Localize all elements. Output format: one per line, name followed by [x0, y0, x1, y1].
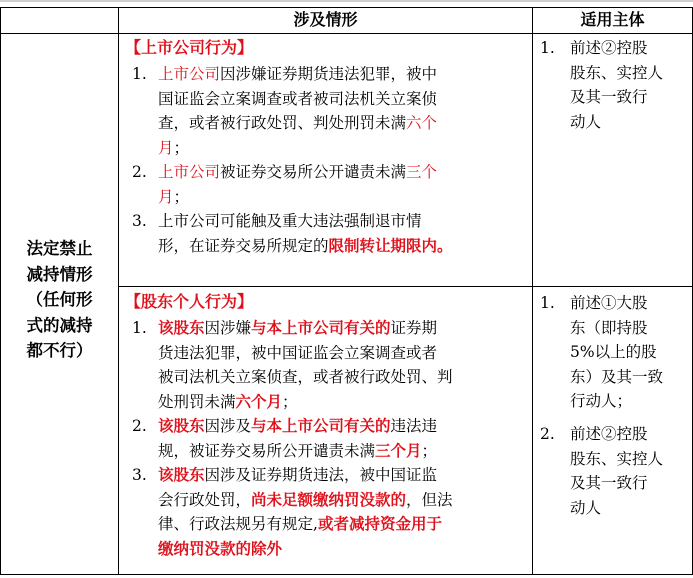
subject-item-number: 1.: [540, 294, 555, 312]
list-item-number: 1.: [132, 65, 147, 83]
list-item-text: ；: [173, 187, 190, 206]
subject-item-text: 东）及其一致: [570, 367, 664, 386]
list-item-text: 因涉及证券期货违法，被中国证监: [204, 466, 438, 484]
list-item-text: 与本上市公司有关的: [251, 416, 391, 435]
table-border-top: [0, 7, 693, 8]
list-item-text: 上市公司: [158, 163, 221, 181]
subject-item-text: 5%以上的股: [570, 343, 657, 361]
list-item-number: 2.: [132, 417, 147, 435]
list-item-text: ，但法: [406, 490, 453, 509]
subject-item-text: 前述②控股: [570, 39, 648, 57]
list-item-text: 查，或者被行政处罚、判处刑罚未满: [158, 114, 407, 132]
subject-item-text: 动人: [570, 498, 602, 517]
list-item-text: 形，在证券交易所规定的: [158, 236, 329, 255]
list-item-number: 2.: [132, 163, 147, 181]
list-item-text: 国证监会立案调查或者被司法机关立案侦: [158, 89, 438, 108]
subject-item-text: 及其一致行: [570, 88, 648, 106]
list-item-text: 证券期: [390, 319, 438, 337]
list-item-text: 上市公司: [158, 65, 221, 83]
left-label-line: 都不行）: [26, 341, 93, 360]
list-item-text: 被证券交易所公开谴责未满: [220, 163, 407, 181]
list-item-text: 缴纳罚没款的除外: [158, 538, 283, 558]
list-item-text: 因涉嫌证券期货违法犯罪，被中: [220, 65, 438, 83]
list-item-text: 限制转让期限内。: [328, 235, 453, 255]
header-situation: 涉及情形: [293, 10, 358, 29]
list-item-text: 被司法机关立案侦查，或者被行政处罚、判: [158, 368, 453, 386]
subject-item-number: 2.: [540, 425, 555, 443]
left-label-line: 式的减持: [26, 315, 93, 335]
left-label-line: （任何形: [26, 290, 93, 309]
column-divider-2: [532, 7, 533, 575]
subject-item-text: 及其一致行: [570, 474, 648, 492]
column-divider-1: [118, 7, 119, 575]
section-title-shareholder: 【股东个人行为】: [125, 292, 254, 311]
list-item-text: 三个月: [375, 440, 422, 460]
subject-item-text: 前述①大股: [570, 294, 648, 312]
list-item-text: ；: [421, 441, 438, 460]
list-item-text: 该股东: [158, 318, 205, 337]
list-item-text: 规，被证券交易所公开谴责未满: [158, 441, 376, 460]
list-item-text: 律、行政法规另有规定,: [158, 515, 318, 533]
list-item-number: 3.: [132, 466, 147, 484]
list-item-text: 违法违: [390, 417, 438, 435]
subject-item-text: 股东、实控人: [570, 63, 664, 82]
subject-item-text: 行动人；: [570, 392, 633, 410]
subject-item-text: 东（即持股: [570, 318, 648, 337]
list-item-text: ；: [282, 392, 298, 411]
list-item-text: 处刑罚未满: [158, 392, 236, 411]
subject-item-text: 动人: [570, 112, 602, 131]
left-category-label: [1, 236, 118, 364]
list-item-text: 该股东: [158, 465, 205, 484]
header-divider: [0, 33, 693, 34]
list-item-text: 六个月: [235, 391, 283, 411]
left-label-line: 法定禁止: [26, 239, 93, 258]
list-item-text: 六个: [406, 114, 438, 132]
list-item-text: 月: [158, 187, 174, 206]
table-border-bottom: [0, 574, 693, 575]
list-item-number: 1.: [132, 319, 147, 337]
top-gray-rule: [0, 0, 693, 2]
list-item-text: 因涉嫌: [204, 319, 252, 337]
list-item-text: 与本上市公司有关的: [251, 318, 391, 337]
list-item-text: 三个: [406, 163, 438, 181]
list-item-text: 会行政处罚，: [158, 490, 252, 509]
list-item-text: 月: [158, 138, 174, 157]
list-item-text: 因涉及: [204, 417, 252, 435]
list-item-text: 上市公司可能触及重大违法强制退市情: [158, 212, 422, 230]
list-item-text: 尚未足额缴纳罚没款的: [251, 489, 407, 509]
section-title-company: 【上市公司行为】: [125, 38, 254, 57]
subject-item-text: 前述②控股: [570, 425, 648, 443]
left-label-line: 减持情形: [26, 264, 93, 284]
list-item-text: ；: [173, 138, 190, 157]
list-item-text: 该股东: [158, 416, 205, 435]
list-item-text: 货违法犯罪，被中国证监会立案调查或者: [158, 343, 438, 362]
header-subject: 适用主体: [580, 10, 645, 29]
subject-item-number: 1.: [540, 39, 555, 57]
list-item-text: 或者减持资金用于: [317, 514, 442, 533]
section-divider: [118, 286, 693, 287]
list-item-number: 3.: [132, 212, 147, 230]
subject-item-text: 股东、实控人: [570, 449, 664, 468]
